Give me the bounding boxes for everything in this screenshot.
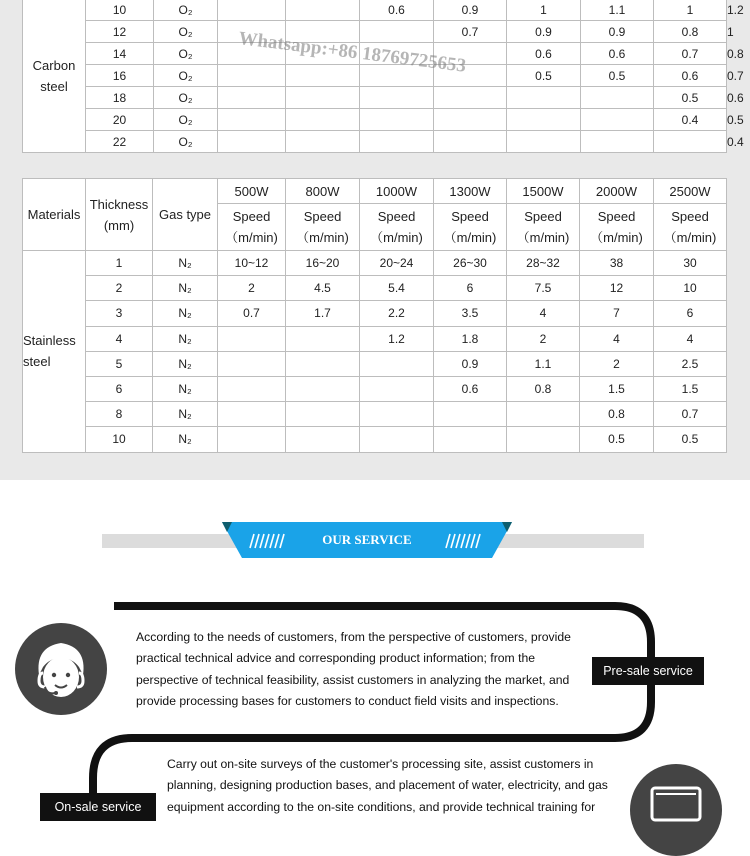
watermark-text: Whatsapp:+86 18769725653 — [237, 28, 468, 77]
gas-cell: O₂ — [154, 109, 218, 131]
speed-cell — [218, 65, 286, 87]
speed-cell — [286, 65, 360, 87]
gas-cell: N₂ — [153, 251, 218, 276]
table-row — [23, 427, 727, 452]
speed-cell — [218, 427, 286, 452]
power-header: 1300W — [434, 179, 507, 204]
speed-cell: 0.8 — [580, 402, 654, 427]
gas-cell: O₂ — [154, 87, 218, 109]
speed-cell: 7 — [580, 301, 654, 326]
thickness-cell: 18 — [86, 87, 154, 109]
speed-label: Speed — [671, 209, 709, 224]
speed-label: Speed — [597, 209, 636, 224]
speed-cell: 20~24 — [360, 251, 434, 276]
speed-unit: （m/min) — [443, 230, 497, 245]
speed-cell — [360, 427, 434, 452]
speed-cell — [360, 351, 434, 376]
speed-cell — [581, 109, 654, 131]
speed-cell — [286, 376, 360, 401]
thickness-cell: 22 — [86, 131, 154, 153]
speed-cell — [507, 87, 581, 109]
speed-cell: 0.7 — [434, 21, 507, 43]
gas-cell: O₂ — [154, 43, 218, 65]
speed-cell — [360, 21, 434, 43]
speed-cell: 0.6 — [507, 43, 581, 65]
speed-cell — [360, 376, 434, 401]
speed-cell: 4 — [580, 326, 654, 351]
monitor-icon — [630, 764, 722, 856]
speed-cell — [360, 109, 434, 131]
thickness-cell: 3 — [86, 301, 153, 326]
table-row — [23, 131, 727, 153]
speed-cell: 0.5 — [580, 427, 654, 452]
speed-cell — [218, 131, 286, 153]
gas-cell: N₂ — [153, 351, 218, 376]
speed-cell — [360, 131, 434, 153]
speed-cell: 26~30 — [434, 251, 507, 276]
speed-cell — [286, 131, 360, 153]
speed-cell: 38 — [580, 251, 654, 276]
speed-cell — [507, 131, 581, 153]
speed-label: Speed — [451, 209, 489, 224]
speed-cell — [286, 109, 360, 131]
thickness-cell: 12 — [86, 21, 154, 43]
table-row — [23, 402, 727, 427]
speed-cell — [218, 351, 286, 376]
thickness-cell: 10 — [86, 0, 154, 21]
speed-cell: 0.9 — [434, 351, 507, 376]
speed-cell: 1 — [654, 0, 727, 21]
speed-cell: 0.4 — [654, 109, 727, 131]
speed-cell — [286, 427, 360, 452]
speed-cell: 6 — [654, 301, 727, 326]
gas-cell: N₂ — [153, 427, 218, 452]
speed-cell — [507, 109, 581, 131]
speed-cell: 0.6 — [654, 65, 727, 87]
speed-cell: 6 — [434, 276, 507, 301]
speed-cell: 28~32 — [507, 251, 580, 276]
thickness-cell: 10 — [86, 427, 153, 452]
speed-cell — [507, 427, 580, 452]
speed-cell: 1.2 — [360, 326, 434, 351]
speed-cell: 2 — [218, 276, 286, 301]
speed-header — [286, 204, 360, 251]
thickness-cell: 16 — [86, 65, 154, 87]
gas-cell: N₂ — [153, 376, 218, 401]
speed-cell — [581, 131, 654, 153]
speed-cell — [360, 402, 434, 427]
table-row — [23, 109, 727, 131]
speed-cell — [286, 326, 360, 351]
speed-cell: 0.5 — [654, 87, 727, 109]
table-header-row — [23, 179, 727, 204]
speed-cell: 4.5 — [286, 276, 360, 301]
onsite-label: On-sale service — [40, 793, 156, 821]
speed-cell: 1 — [507, 0, 581, 21]
materials-header: Materials — [23, 179, 86, 251]
speed-cell — [507, 402, 580, 427]
power-header: 800W — [286, 179, 360, 204]
gas-cell: O₂ — [154, 65, 218, 87]
thickness-cell: 14 — [86, 43, 154, 65]
table-row — [23, 301, 727, 326]
speed-header — [507, 204, 580, 251]
thickness-cell: 1 — [86, 251, 153, 276]
table-row — [23, 351, 727, 376]
power-header: 500W — [218, 179, 286, 204]
speed-cell — [434, 427, 507, 452]
speed-cell: 1.1 — [581, 0, 654, 21]
power-header: 2500W — [654, 179, 727, 204]
speed-cell — [218, 376, 286, 401]
gas-cell: N₂ — [153, 276, 218, 301]
speed-cell — [286, 351, 360, 376]
power-header: 2000W — [580, 179, 654, 204]
speed-cell: 1.5 — [654, 376, 727, 401]
table-row — [23, 0, 727, 21]
speed-cell: 0.6 — [360, 0, 434, 21]
table-row — [23, 21, 727, 43]
thickness-cell: 8 — [86, 402, 153, 427]
gas-cell: N₂ — [153, 402, 218, 427]
speed-cell: 1.1 — [507, 351, 580, 376]
speed-cell: 0.8 — [654, 21, 727, 43]
table-row — [23, 251, 727, 276]
gas-cell: O₂ — [154, 131, 218, 153]
table-row — [23, 65, 727, 87]
speed-cell — [286, 0, 360, 21]
speed-cell: 12 — [580, 276, 654, 301]
speed-label: Speed — [303, 209, 342, 224]
presale-label: Pre-sale service — [592, 657, 704, 685]
gas-cell: O₂ — [154, 0, 218, 21]
speed-cell — [360, 87, 434, 109]
speed-cell: 0.7 — [654, 43, 727, 65]
speed-cell — [434, 87, 507, 109]
speed-cell: 0.5 — [581, 65, 654, 87]
table-row — [23, 87, 727, 109]
customer-support-icon — [15, 623, 107, 715]
speed-header — [580, 204, 654, 251]
speed-header — [218, 204, 286, 251]
speed-label: Speed — [524, 209, 562, 224]
material-cell: Carbon steel — [23, 0, 86, 153]
power-header: 1000W — [360, 179, 434, 204]
speed-cell: 4 — [654, 326, 727, 351]
speed-cell: 7.5 — [507, 276, 580, 301]
speed-cell — [218, 109, 286, 131]
table-row — [23, 376, 727, 401]
speed-cell: 0.7 — [218, 301, 286, 326]
gas-cell: N₂ — [153, 301, 218, 326]
onsite-description: Carry out on-site surveys of the customer's processing site, assist customers in planning, designing production bases, and placement of water, electricity, and gas equipment according to the on-site conditions, and provide technical training for — [167, 757, 608, 814]
speed-cell — [434, 109, 507, 131]
speed-cell: 0.6 — [581, 43, 654, 65]
speed-header — [654, 204, 727, 251]
presale-description: According to the needs of customers, from the perspective of customers, provide practical technical advice and corresponding product information; from the perspective of technical feasibility, assist customers in analyzing the market, and provide processing bases for customers to conduct field visits and inspections. — [136, 630, 571, 708]
speed-cell — [434, 131, 507, 153]
stainless-steel-table — [22, 178, 727, 453]
speed-cell — [218, 87, 286, 109]
thickness-cell: 4 — [86, 326, 153, 351]
thickness-cell: 6 — [86, 376, 153, 401]
speed-unit: （m/min) — [516, 230, 570, 245]
speed-cell: 1.5 — [580, 376, 654, 401]
thickness-cell: 20 — [86, 109, 154, 131]
speed-unit: （m/min) — [296, 230, 349, 245]
speed-cell: 0.9 — [507, 21, 581, 43]
table-row — [23, 326, 727, 351]
material-cell: Stainless steel — [23, 251, 86, 453]
speed-unit: （m/min) — [370, 230, 423, 245]
speed-cell: 2 — [580, 351, 654, 376]
speed-cell — [218, 326, 286, 351]
speed-cell: 2 — [507, 326, 580, 351]
speed-label: Speed — [232, 209, 271, 224]
speed-header — [360, 204, 434, 251]
speed-cell: 0.9 — [581, 21, 654, 43]
speed-cell: 0.5 — [654, 427, 727, 452]
speed-cell: 3.5 — [434, 301, 507, 326]
table-row — [23, 276, 727, 301]
speed-unit: （m/min) — [225, 230, 278, 245]
speed-cell: 4 — [507, 301, 580, 326]
speed-unit: （m/min) — [590, 230, 643, 245]
speed-cell: 30 — [654, 251, 727, 276]
speed-cell: 0.7 — [654, 402, 727, 427]
speed-cell — [218, 0, 286, 21]
speed-cell: 0.8 — [507, 376, 580, 401]
speed-cell: 1.7 — [286, 301, 360, 326]
speed-cell: 2.5 — [654, 351, 727, 376]
speed-header — [434, 204, 507, 251]
gas-cell: O₂ — [154, 21, 218, 43]
gas-type-header: Gas type — [153, 179, 218, 251]
speed-label: Speed — [377, 209, 416, 224]
speed-cell — [654, 131, 727, 153]
speed-cell: 16~20 — [286, 251, 360, 276]
speed-cell — [218, 402, 286, 427]
thickness-cell: 5 — [86, 351, 153, 376]
speed-cell: 0.6 — [434, 376, 507, 401]
carbon-steel-table — [22, 0, 727, 153]
power-header: 1500W — [507, 179, 580, 204]
speed-cell: 0.9 — [434, 0, 507, 21]
speed-unit: （m/min) — [663, 230, 717, 245]
speed-cell: 5.4 — [360, 276, 434, 301]
speed-cell: 10 — [654, 276, 727, 301]
speed-cell: 0.5 — [507, 65, 581, 87]
speed-cell — [434, 402, 507, 427]
speed-cell — [286, 402, 360, 427]
speed-cell — [286, 87, 360, 109]
gas-cell: N₂ — [153, 326, 218, 351]
service-title: OUR SERVICE — [322, 532, 412, 547]
speed-cell: 1.8 — [434, 326, 507, 351]
thickness-header: Thickness (mm) — [86, 179, 153, 251]
thickness-cell: 2 — [86, 276, 153, 301]
speed-cell: 2.2 — [360, 301, 434, 326]
speed-cell — [581, 87, 654, 109]
speed-cell: 10~12 — [218, 251, 286, 276]
